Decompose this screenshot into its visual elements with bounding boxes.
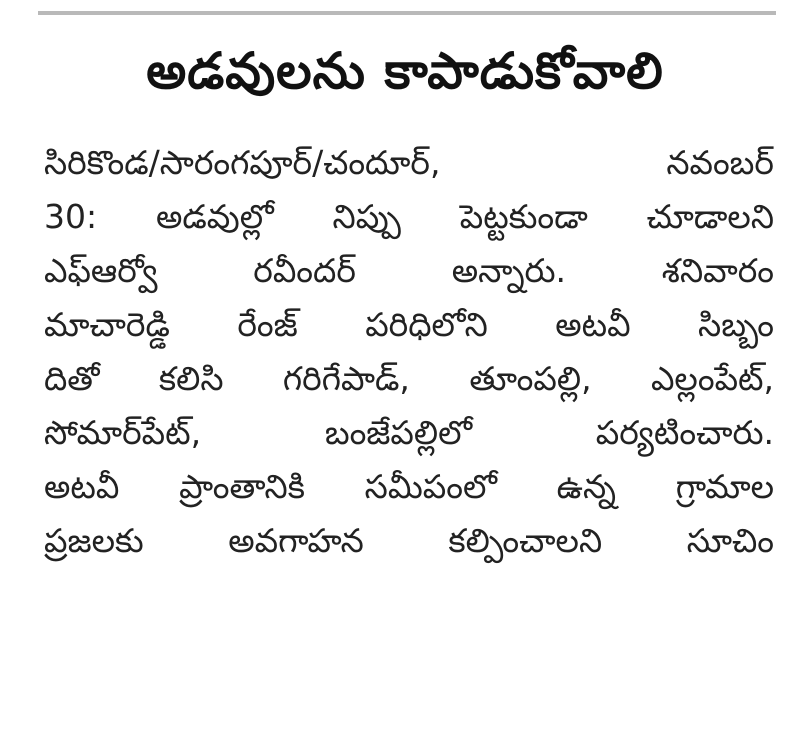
- article-headline: అడవులను కాపాడుకోవాలి: [146, 41, 664, 100]
- article-body: [44, 136, 774, 568]
- body-line: దితో కలిసి గరిగేపాడ్, తూంపల్లి, ఎల్లంపేట్,: [44, 359, 774, 398]
- body-line: అటవీ ప్రాంతానికి సమీపంలో ఉన్న గ్రామాల: [44, 467, 774, 506]
- body-line: ఎఫ్ఆర్వో రవీందర్ అన్నారు. శనివారం: [44, 251, 774, 290]
- top-divider: [38, 11, 776, 15]
- body-line: సోమార్‌పేట్, బంజేపల్లిలో పర్యటించారు.: [44, 413, 774, 452]
- body-line: ప్రజలకు అవగాహన కల్పించాలని సూచిం: [44, 521, 774, 560]
- body-line: 30: అడవుల్లో నిప్పు పెట్టకుండా చూడాలని: [44, 197, 774, 236]
- body-line: సిరికొండ/సారంగపూర్/చందూర్, నవంబర్: [44, 143, 774, 182]
- body-line: మాచారెడ్డి రేంజ్ పరిధిలోని అటవీ సిబ్బం: [44, 305, 774, 344]
